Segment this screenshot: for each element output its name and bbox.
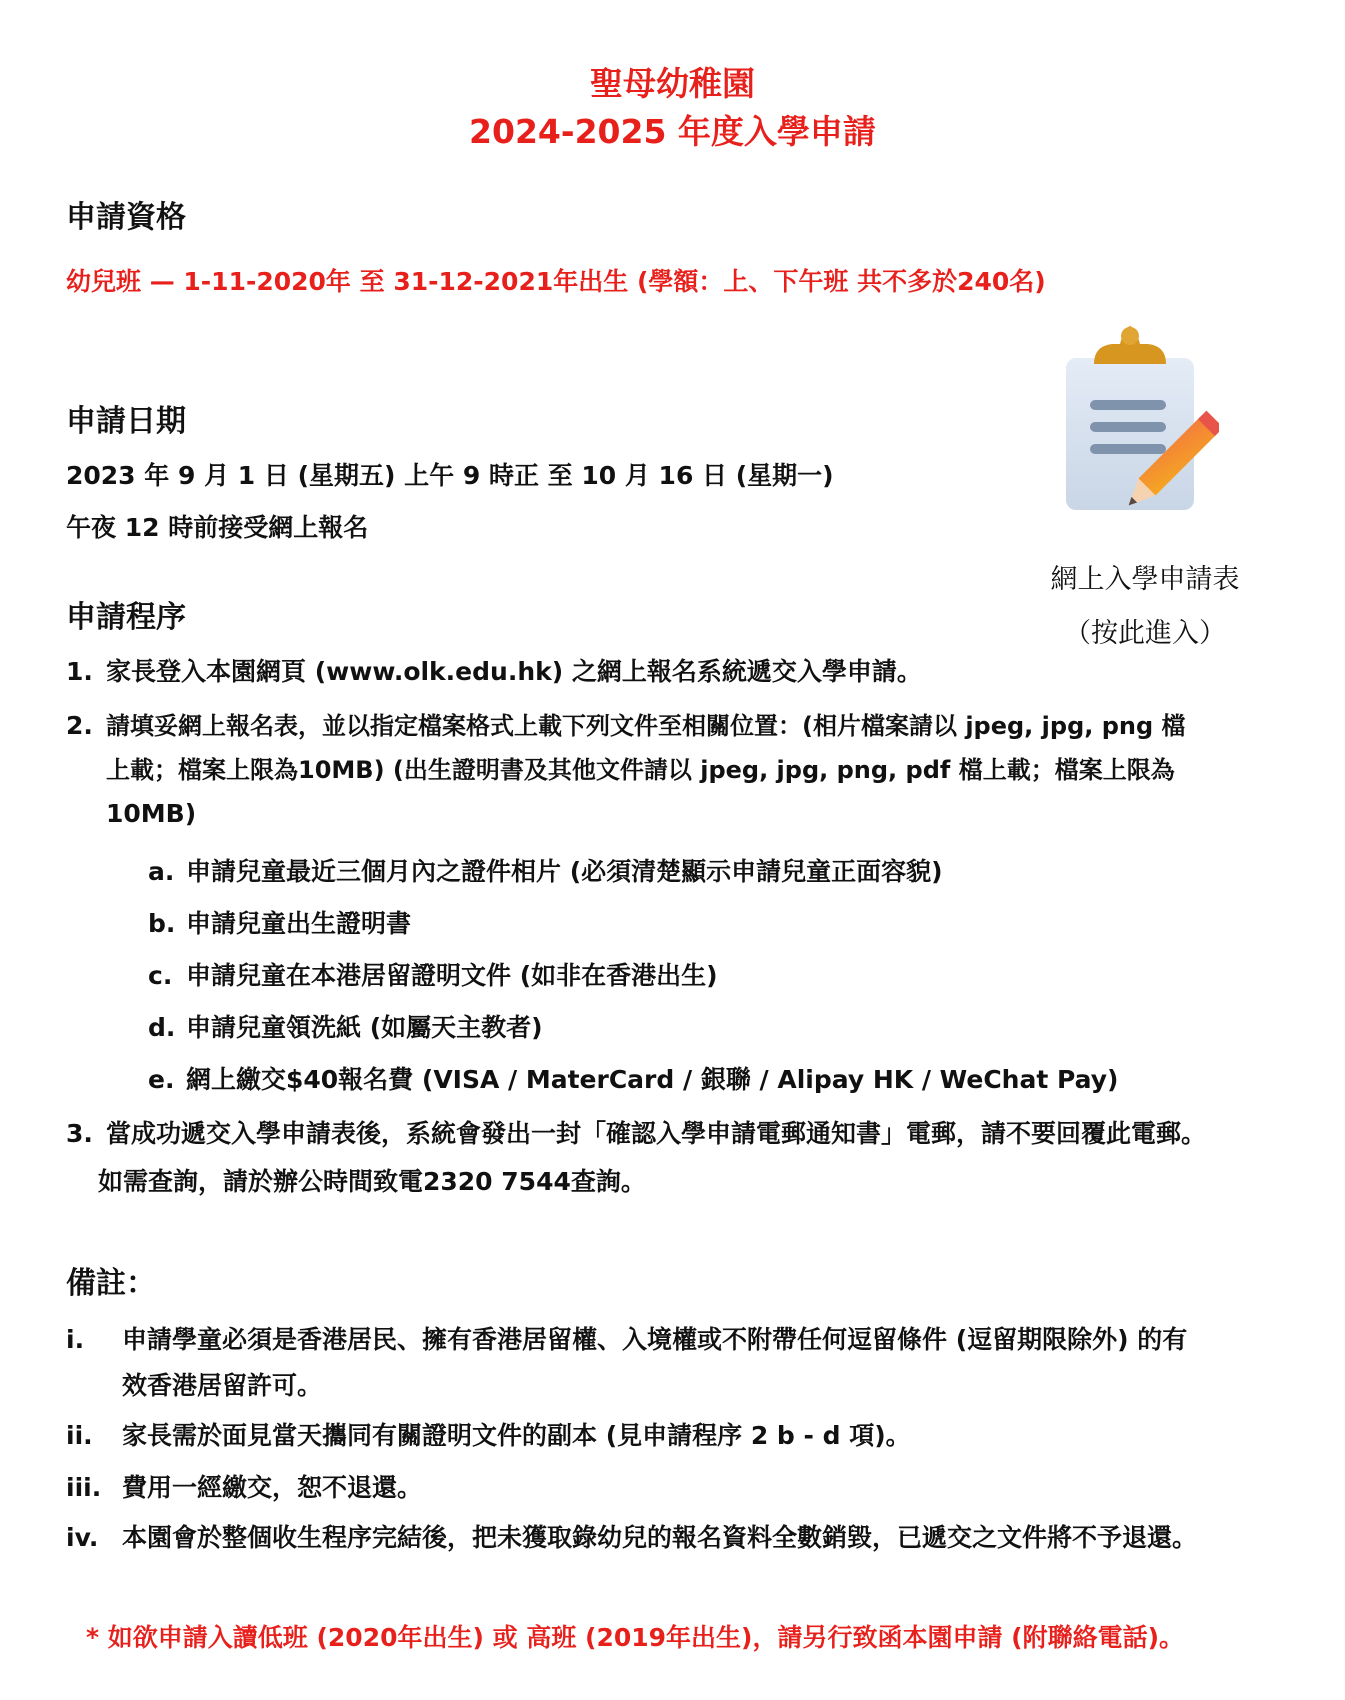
- list-item-marker: c.: [148, 961, 173, 990]
- list-item-marker: a.: [148, 857, 175, 886]
- note-item: 效香港居留許可。: [122, 1371, 323, 1400]
- online-form-hint[interactable]: （按此進入）: [1064, 618, 1226, 649]
- clipboard-edit-icon[interactable]: [1064, 320, 1219, 525]
- list-item: 網上繳交$40報名費 (VISA / MaterCard / 銀聯 / Alipay HK / WeChat Pay): [186, 1065, 1119, 1094]
- step-3-line-2: 如需查詢，請於辦公時間致電2320 7544查詢。: [98, 1167, 646, 1196]
- note-item: 家長需於面見當天攜同有關證明文件的副本 (見申請程序 2 b - d 項)。: [122, 1421, 911, 1450]
- eligibility-heading: 申請資格: [66, 200, 186, 235]
- procedure-heading: 申請程序: [66, 600, 186, 635]
- list-item: 申請兒童最近三個月內之證件相片 (必須清楚顯示申請兒童正面容貌): [186, 857, 943, 886]
- step-2-line-1: 請填妥網上報名表，並以指定檔案格式上載下列文件至相關位置：(相片檔案請以 jpeg, jpg, png 檔: [106, 712, 1186, 740]
- dates-line-1: 2023 年 9 月 1 日 (星期五) 上午 9 時正 至 10 月 16 日 (星期一): [66, 461, 834, 490]
- list-item: 申請兒童出生證明書: [186, 909, 412, 938]
- notes-heading: 備註：: [66, 1266, 156, 1301]
- list-item: 申請兒童領洗紙 (如屬天主教者): [186, 1013, 543, 1042]
- page-title: 2024-2025 年度入學申請: [469, 112, 876, 151]
- step-2-line-3: 10MB): [106, 799, 197, 828]
- note-item: 費用一經繳交，恕不退還。: [122, 1473, 423, 1502]
- step-1-text: 家長登入本園網頁 (www.olk.edu.hk) 之網上報名系統遞交入學申請。: [106, 657, 922, 686]
- note-marker: iii.: [66, 1473, 102, 1502]
- list-item-marker: b.: [148, 909, 176, 938]
- list-item-marker: d.: [148, 1013, 176, 1042]
- dates-line-2: 午夜 12 時前接受網上報名: [66, 513, 369, 542]
- step-3-number: 3.: [66, 1119, 93, 1148]
- list-item: 申請兒童在本港居留證明文件 (如非在香港出生): [186, 961, 718, 990]
- note-item: 本園會於整個收生程序完結後，把未獲取錄幼兒的報名資料全數銷毀，已遞交之文件將不予退還。: [122, 1523, 1198, 1552]
- step-2-number: 2.: [66, 711, 93, 740]
- eligibility-detail: 幼兒班 — 1-11-2020年 至 31-12-2021年出生 (學額：上、下午班 共不多於240名): [66, 267, 1046, 296]
- step-3-line-1: 當成功遞交入學申請表後，系統會發出一封「確認入學申請電郵通知書」電郵，請不要回覆此電郵。: [106, 1119, 1207, 1148]
- note-marker: i.: [66, 1325, 85, 1354]
- note-marker: ii.: [66, 1421, 93, 1450]
- online-form-label[interactable]: 網上入學申請表: [1050, 564, 1240, 595]
- note-item: 申請學童必須是香港居民、擁有香港居留權、入境權或不附帶任何逗留條件 (逗留期限除外) 的有: [122, 1325, 1188, 1354]
- dates-heading: 申請日期: [66, 404, 186, 439]
- step-2-line-2: 上載；檔案上限為10MB) (出生證明書及其他文件請以 jpeg, jpg, png, pdf 檔上載；檔案上限為: [106, 756, 1175, 784]
- list-item-marker: e.: [148, 1065, 175, 1094]
- school-name: 聖母幼稚園: [590, 64, 755, 103]
- footer-note: * 如欲申請入讀低班 (2020年出生) 或 高班 (2019年出生)，請另行致函本園申請 (附聯絡電話)。: [86, 1623, 1185, 1652]
- step-1-number: 1.: [66, 657, 93, 686]
- note-marker: iv.: [66, 1523, 99, 1552]
